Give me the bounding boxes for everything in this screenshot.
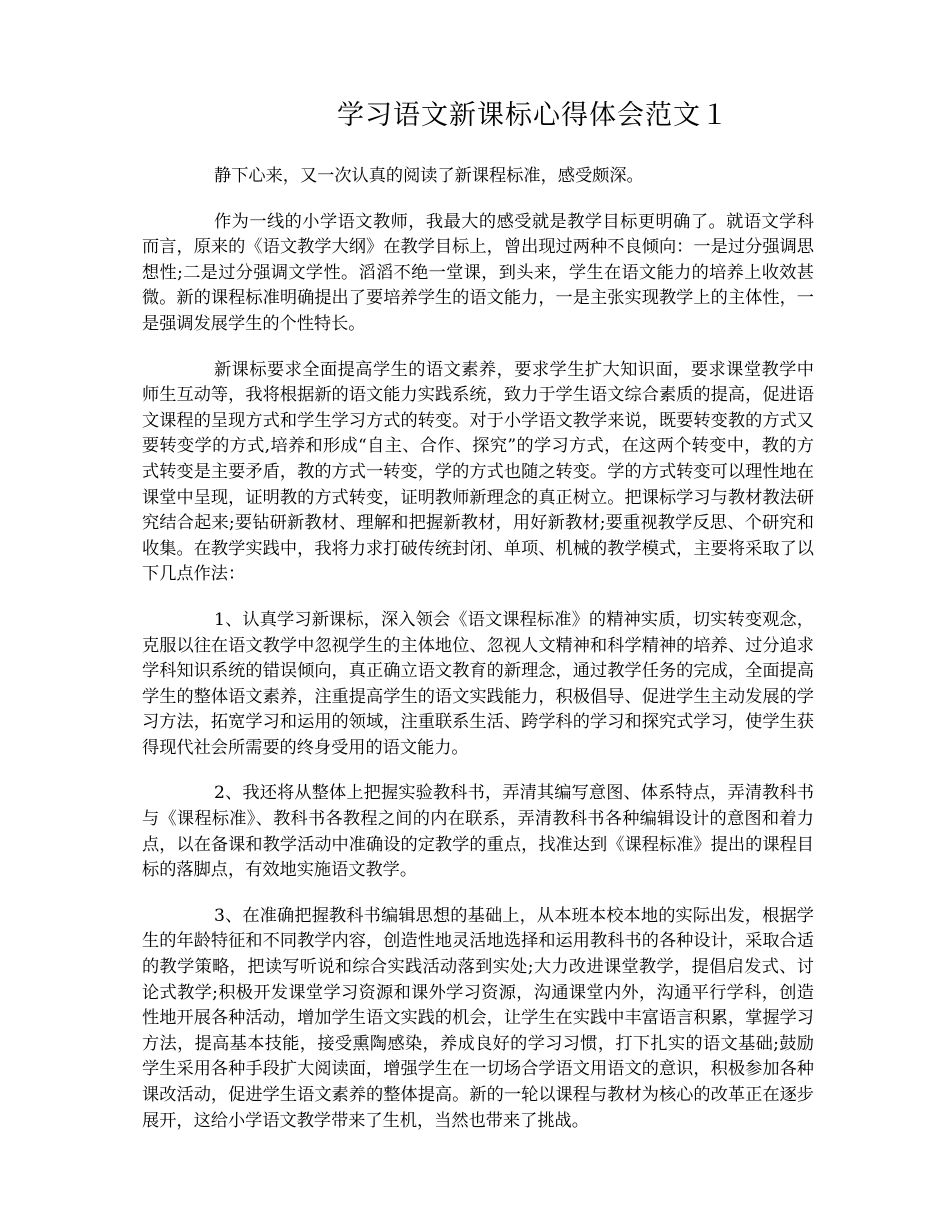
paragraph-point-3: 3、在准确把握教科书编辑思想的基础上，从本班本校本地的实际出发，根据学生的年龄特征和不同教学内容，创造性地灵活地选择和运用教科书的各种设计，采取合适的教学策略，把读写听说和综合实践活动落到实处;大力改进课堂教学，提倡启发式、讨论式教学;积极开发课堂学习资源和课外学习资源，沟通课堂内外，沟通平行学科，创造性地开展各种活动，增加学生语文实践的机会，让学生在实践中丰富语言积累，掌握学习方法，提高基本技能，接受熏陶感染，养成良好的学习习惯，打下扎实的语文基础;鼓励学生采用各种手段扩大阅读面，增强学生在一切场合学语文用语文的意识，积极参加各种课改活动，促进学生语文素养的整体提高。新的一轮以课程与教材为核心的改革正在逐步展开，这给小学语文教学带来了生机，当然也带来了挑战。 bbox=[142, 905, 814, 1131]
paragraph-point-2: 2、我还将从整体上把握实验教科书，弄清其编写意图、体系特点，弄清教科书与《课程标准》、教科书各教程之间的内在联系，弄清教科书各种编辑设计的意图和着力点，以在备课和教学活动中准确设的定教学的重点，找准达到《课程标准》提出的课程目标的落脚点，有效地实施语文教学。 bbox=[142, 783, 814, 881]
paragraph-point-1: 1、认真学习新课标，深入领会《语文课程标准》的精神实质，切实转变观念，克服以往在语文教学中忽视学生的主体地位、忽视人文精神和科学精神的培养、过分追求学科知识系统的错误倾向，真正确立语文教育的新理念，通过教学任务的完成，全面提高学生的整体语文素养，注重提高学生的语文实践能力，积极倡导、促进学生主动发展的学习方法，拓宽学习和运用的领域，注重联系生活、跨学科的学习和探究式学习，使学生获得现代社会所需要的终身受用的语文能力。 bbox=[142, 609, 814, 758]
paragraph-intro: 静下心来，又一次认真的阅读了新课程标准，感受颇深。 bbox=[214, 166, 644, 186]
paragraph-teaching-goals: 作为一线的小学语文教师，我最大的感受就是教学目标更明确了。就语文学科而言，原来的《语文教学大纲》在教学目标上，曾出现过两种不良倾向：一是过分强调思想性;二是过分强调文学性。滔滔不绝一堂课，到头来，学生在语文能力的培养上收效甚微。新的课程标准明确提出了要培养学生的语文能力，一是主张实现教学上的主体性，一是强调发展学生的个性特长。 bbox=[142, 211, 814, 334]
document-title: 学习语文新课标心得体会范文１ bbox=[337, 100, 729, 131]
document-page bbox=[142, 96, 814, 1154]
paragraph-new-standard-requirements: 新课标要求全面提高学生的语文素养，要求学生扩大知识面，要求课堂教学中师生互动等，我将根据新的语文能力实践系统，致力于学生语文综合素质的提高，促进语文课程的呈现方式和学生学习方式的转变。对于小学语文教学来说，既要转变教的方式又要转变学的方式,培养和形成“自主、合作、探究”的学习方式，在这两个转变中，教的方式转变是主要矛盾，教的方式一转变，学的方式也随之转变。学的方式转变可以理性地在课堂中呈现，证明教的方式转变，证明教师新理念的真正树立。把课标学习与教材教法研究结合起来;要钻研新教材、理解和把握新教材，用好新教材;要重视教学反思、个研究和收集。在教学实践中，我将力求打破传统封闭、单项、机械的教学模式，主要将采取了以下几点作法： bbox=[142, 359, 814, 585]
